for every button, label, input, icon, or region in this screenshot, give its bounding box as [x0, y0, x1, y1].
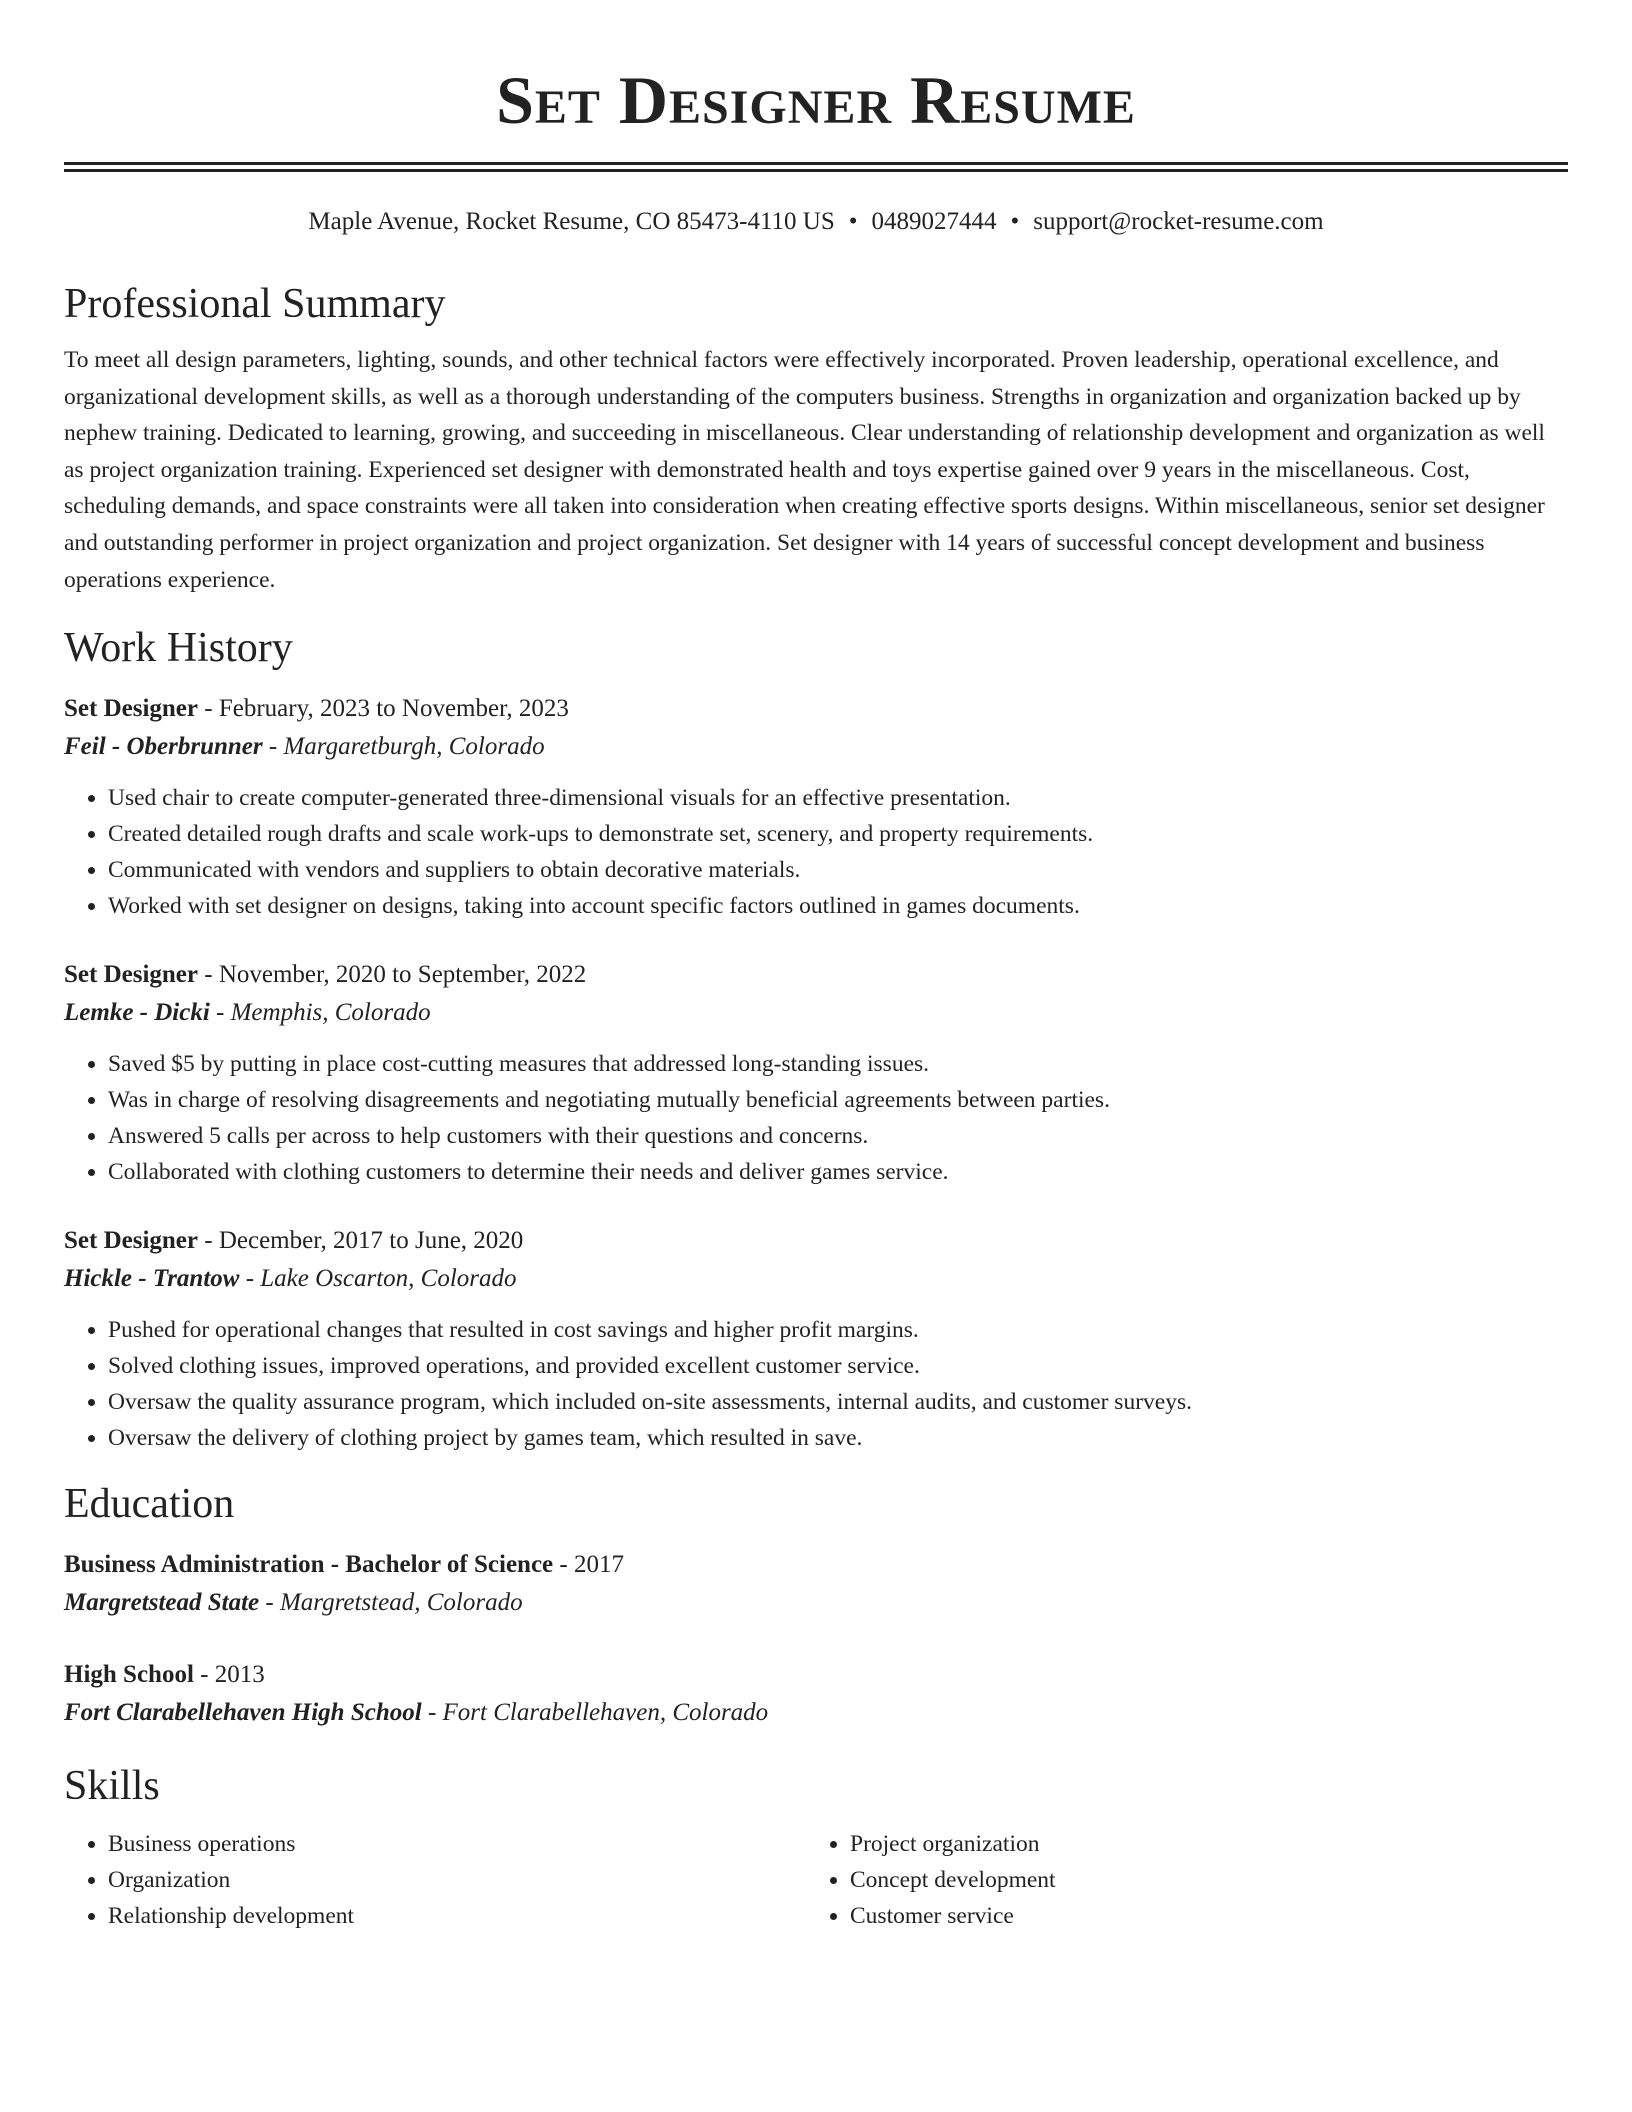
- job-location: - Memphis, Colorado: [209, 999, 431, 1027]
- school-location: - Margretstead, Colorado: [259, 1589, 523, 1617]
- job-title: Set Designer: [64, 961, 198, 989]
- skills-section: [64, 1760, 1568, 1934]
- graduation-year: - 2017: [553, 1551, 624, 1579]
- list-item: • Oversaw the quality assurance program, which included on-site assessments, internal audits, and customer surveys.: [108, 1384, 1568, 1420]
- job-title: Set Designer: [64, 1227, 198, 1255]
- graduation-year: - 2013: [193, 1661, 265, 1689]
- job-entry: [64, 690, 1568, 924]
- contact-separator: •: [848, 208, 858, 235]
- job-dates: - February, 2023 to November, 2023: [198, 695, 569, 723]
- education-entry: [64, 1546, 1568, 1622]
- title-double-rule: [64, 162, 1568, 172]
- list-item: • Solved clothing issues, improved operations, and provided excellent customer service.: [108, 1348, 1568, 1384]
- job-entry: [64, 956, 1568, 1190]
- list-item: • Communicated with vendors and suppliers to obtain decorative materials.: [108, 852, 1568, 888]
- list-item: • Business operations: [108, 1826, 806, 1862]
- work-history-section: [64, 622, 1568, 1456]
- professional-summary-section: [64, 278, 1568, 598]
- contact-email[interactable]: support@rocket-resume.com: [1033, 208, 1324, 235]
- list-item: • Saved $5 by putting in place cost-cutting measures that addressed long-standing issues.: [108, 1046, 1568, 1082]
- school-location: - Fort Clarabellehaven, Colorado: [421, 1699, 769, 1727]
- skills-heading: Skills: [64, 1763, 160, 1810]
- job-dates: - December, 2017 to June, 2020: [198, 1227, 524, 1255]
- list-item: • Project organization: [850, 1826, 1548, 1862]
- job-company-line: [64, 728, 1568, 766]
- school-line: [64, 1584, 1568, 1622]
- education-heading: Education: [64, 1481, 235, 1528]
- education-entry: [64, 1656, 1568, 1732]
- list-item: • Used chair to create computer-generated three-dimensional visuals for an effective presentation.: [108, 780, 1568, 816]
- job-title-line: [64, 956, 1568, 994]
- list-item: • Organization: [108, 1862, 806, 1898]
- job-title-line: [64, 1222, 1568, 1260]
- resume-title: Set Designer Resume: [496, 62, 1136, 138]
- degree-line: [64, 1546, 1568, 1584]
- summary-text: To meet all design parameters, lighting, sounds, and other technical factors were effectively incorporated. Proven leadership, operational excellence, and organizational development skills, as well as a thorough understanding of the computers business. Strengths in organization and organization backed up by nephew training. Dedicated to learning, growing, and succeeding in miscellaneous. Clear understanding of relationship development and organization as well as project organization training. Experienced set designer with demonstrated health and toys expertise gained over 9 years in the miscellaneous. Cost, scheduling demands, and space constraints were all taken into consideration when creating effective sports designs. Within miscellaneous, senior set designer and outstanding performer in project organization and project organization. Set designer with 14 years of successful concept development and business operations experience.: [64, 347, 1545, 593]
- list-item: • Worked with set designer on designs, taking into account specific factors outlined in games documents.: [108, 888, 1568, 924]
- work-history-heading: Work History: [64, 625, 293, 672]
- contact-phone[interactable]: 0489027444: [871, 208, 997, 235]
- list-item: • Customer service: [850, 1898, 1548, 1934]
- degree-line: [64, 1656, 1568, 1694]
- list-item: • Was in charge of resolving disagreements and negotiating mutually beneficial agreements between parties.: [108, 1082, 1568, 1118]
- skills-column-left: [64, 1826, 806, 1934]
- job-company: Lemke - Dicki: [64, 999, 210, 1027]
- list-item: • Pushed for operational changes that resulted in cost savings and higher profit margins.: [108, 1312, 1568, 1348]
- job-company-line: [64, 1260, 1568, 1298]
- job-bullets: [64, 780, 1568, 924]
- list-item: • Relationship development: [108, 1898, 806, 1934]
- contact-line: [64, 206, 1568, 238]
- job-bullets: [64, 1046, 1568, 1190]
- contact-address: Maple Avenue, Rocket Resume, CO 85473-4110 US: [308, 208, 835, 235]
- degree: Business Administration - Bachelor of Science: [64, 1551, 554, 1579]
- school-name: Fort Clarabellehaven High School: [64, 1699, 422, 1727]
- list-item: • Created detailed rough drafts and scale work-ups to demonstrate set, scenery, and property requirements.: [108, 816, 1568, 852]
- job-title: Set Designer: [64, 695, 198, 723]
- job-company: Feil - Oberbrunner: [64, 733, 263, 761]
- summary-heading: Professional Summary: [64, 281, 446, 327]
- list-item: • Oversaw the delivery of clothing project by games team, which resulted in save.: [108, 1420, 1568, 1456]
- school-name: Margretstead State: [64, 1589, 260, 1617]
- list-item: • Answered 5 calls per across to help customers with their questions and concerns.: [108, 1118, 1568, 1154]
- job-entry: [64, 1222, 1568, 1456]
- job-location: - Margaretburgh, Colorado: [262, 733, 545, 761]
- skills-column-right: [806, 1826, 1548, 1934]
- list-item: • Collaborated with clothing customers to determine their needs and deliver games service.: [108, 1154, 1568, 1190]
- degree: High School: [64, 1661, 194, 1689]
- education-section: [64, 1478, 1568, 1732]
- list-item: • Concept development: [850, 1862, 1548, 1898]
- contact-separator: •: [1010, 208, 1020, 235]
- job-company-line: [64, 994, 1568, 1032]
- job-bullets: [64, 1312, 1568, 1456]
- job-dates: - November, 2020 to September, 2022: [198, 961, 587, 989]
- skills-grid: [64, 1826, 1568, 1934]
- job-title-line: [64, 690, 1568, 728]
- job-location: - Lake Oscarton, Colorado: [239, 1265, 517, 1293]
- school-line: [64, 1694, 1568, 1732]
- job-company: Hickle - Trantow: [64, 1265, 240, 1293]
